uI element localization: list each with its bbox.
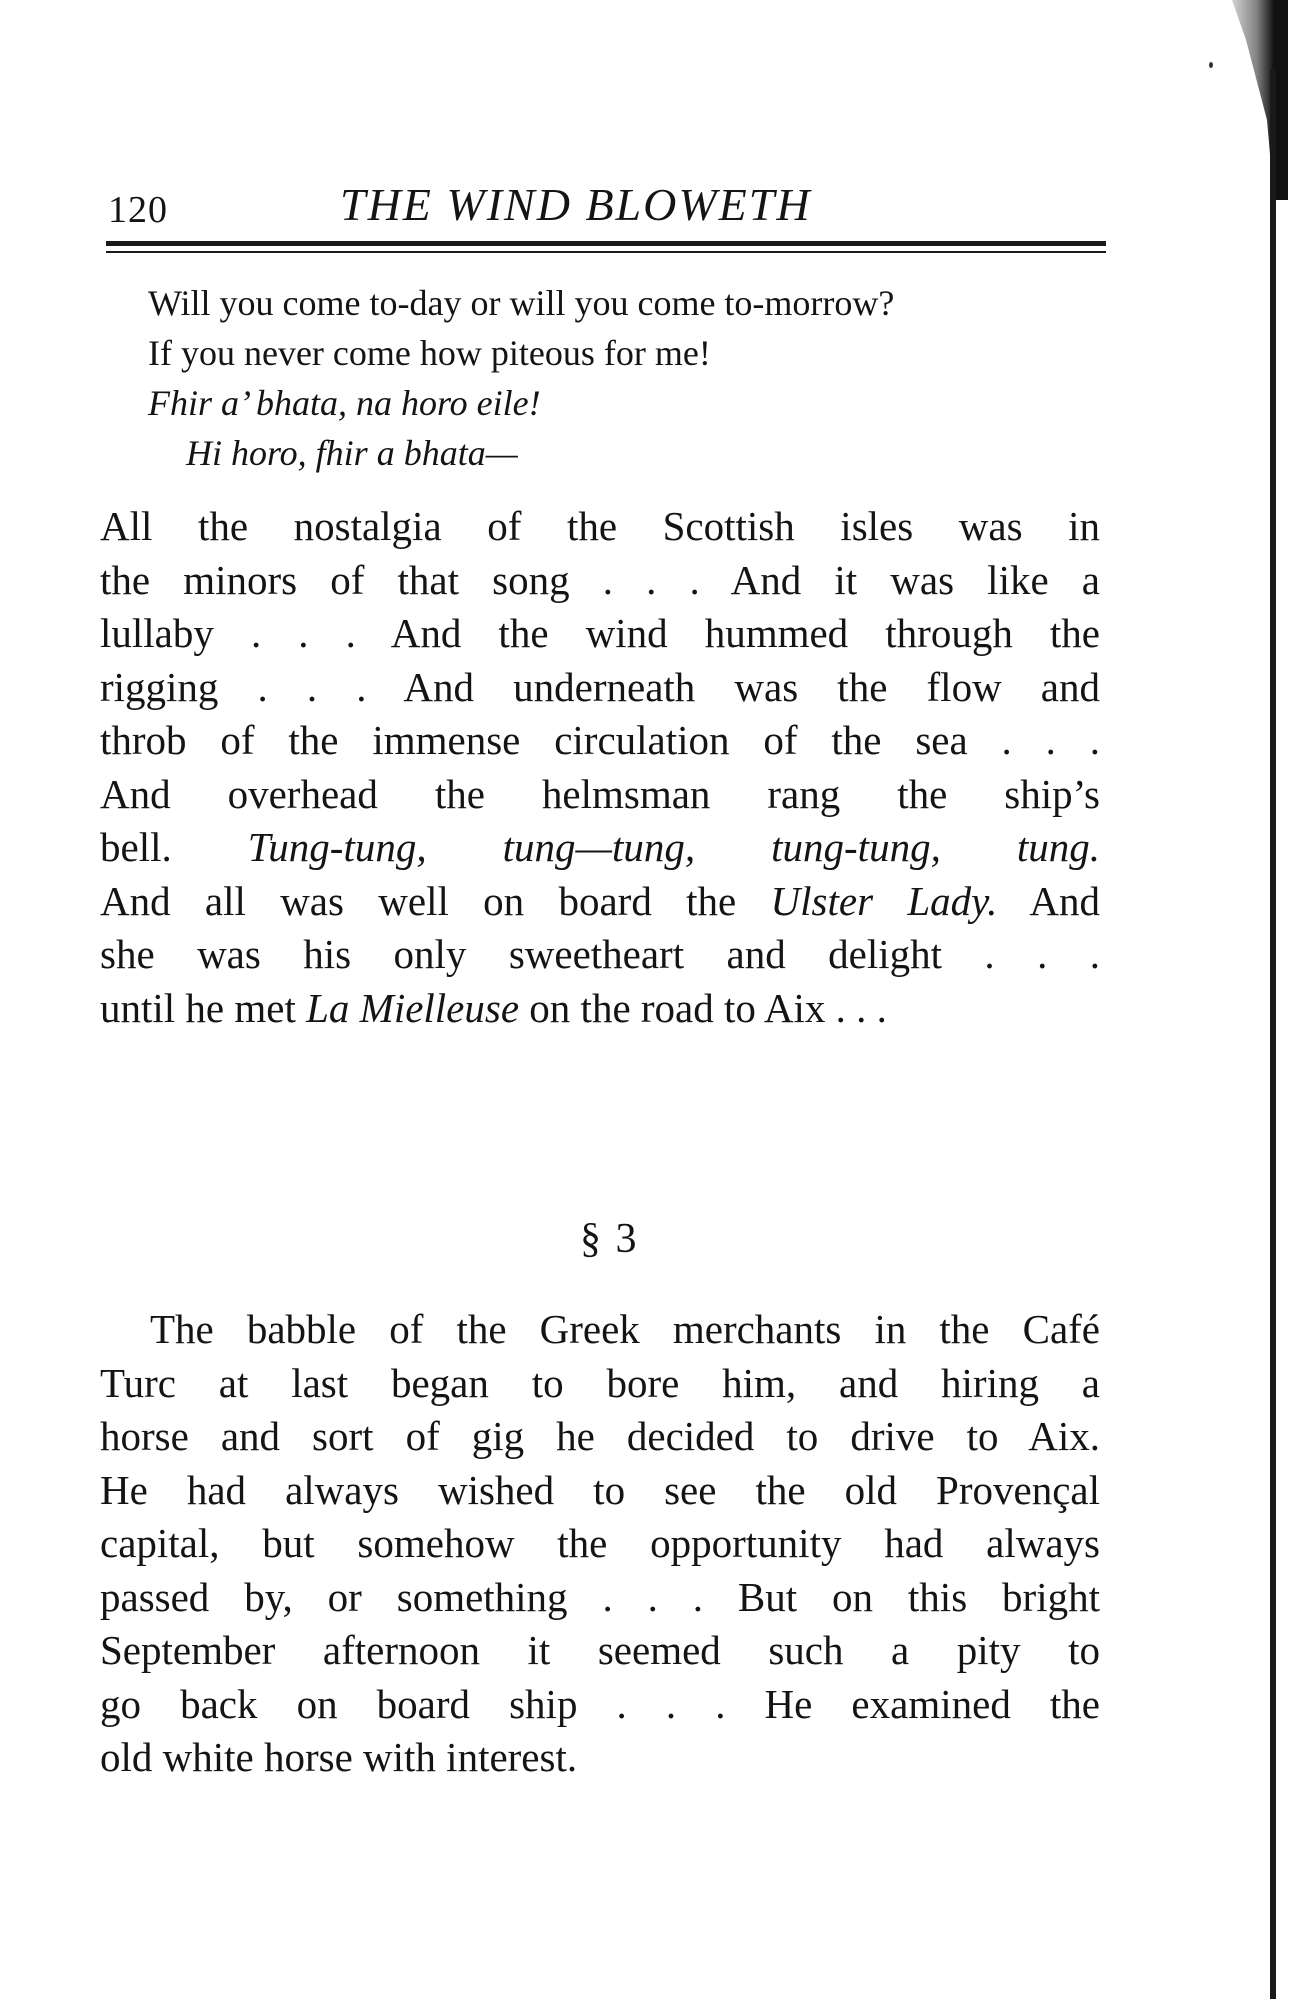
section-heading: § 3 <box>580 1216 639 1262</box>
verse-line: Hi horo, fhir a bhata— <box>186 433 518 473</box>
text-line <box>100 875 1100 929</box>
scan-speck <box>1209 62 1213 68</box>
verse-line: If you never come how piteous for me! <box>148 333 711 373</box>
ship-name: La Mielleuse <box>306 984 520 1031</box>
text-line: horse and sort of gig he decided to drive to Aix. <box>100 1413 1100 1459</box>
ship-name: Ulster Lady. <box>770 877 998 924</box>
text-line: she was his only sweetheart and delight . . . <box>100 931 1100 977</box>
text-run: bell. <box>100 824 172 870</box>
text-run: until he met <box>100 984 296 1031</box>
text-line: passed by, or something . . . But on this bright <box>100 1573 1100 1620</box>
text-run: And all was well on board the <box>100 877 737 924</box>
italic-run: Tung-tung, tung—tung, tung-tung, tung. <box>247 824 1100 870</box>
text-line: He had always wished to see the old Provençal <box>100 1466 1100 1513</box>
running-title: THE WIND BLOWETH <box>340 179 812 230</box>
text-line: go back on board ship . . . He examined the <box>100 1680 1100 1727</box>
text-line <box>100 982 1100 1036</box>
running-header <box>108 178 1108 238</box>
verse-line: Will you come to-day or will you come to-morrow? <box>148 283 895 323</box>
text-run: And <box>1029 877 1100 924</box>
binding-edge <box>1270 70 1276 1999</box>
text-line: And overhead the helmsman rang the ship’s <box>100 770 1100 817</box>
header-rule-thin <box>106 251 1106 253</box>
text-line: throb of the immense circulation of the sea . . . <box>100 717 1100 763</box>
text-line: lullaby . . . And the wind hummed through the <box>100 610 1100 656</box>
text-line: the minors of that song . . . And it was like a <box>100 556 1100 603</box>
paragraph <box>100 1303 1100 1785</box>
text-run: on the road to Aix . . . <box>529 984 887 1031</box>
header-rule-thick <box>106 241 1106 246</box>
verse-block <box>148 278 1108 478</box>
text-line: capital, but somehow the opportunity had always <box>100 1520 1100 1566</box>
text-line: old white horse with interest. <box>100 1734 578 1780</box>
text-line: rigging . . . And underneath was the flow and <box>100 663 1100 710</box>
paragraph <box>100 500 1100 1035</box>
text-line: Turc at last began to bore him, and hiring a <box>100 1359 1100 1406</box>
text-line <box>100 821 1100 875</box>
page-number: 120 <box>108 189 168 231</box>
verse-line: Fhir a’ bhata, na horo eile! <box>148 383 541 423</box>
text-line: September afternoon it seemed such a pity to <box>100 1627 1100 1673</box>
text-line: The babble of the Greek merchants in the Café <box>150 1306 1100 1352</box>
scan-shadow <box>1218 0 1288 200</box>
text-line: All the nostalgia of the Scottish isles was in <box>100 503 1100 549</box>
